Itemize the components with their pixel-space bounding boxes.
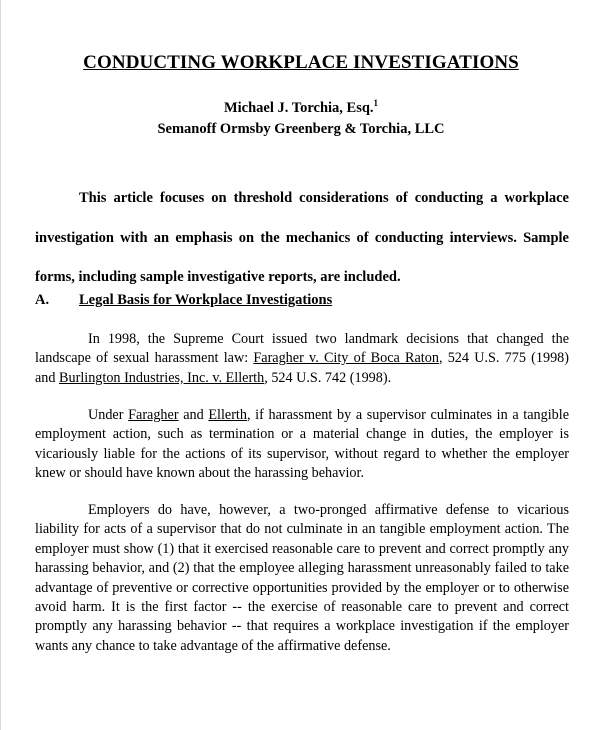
paragraph-text: , 524 U.S. 742 (1998).: [264, 369, 392, 386]
author-footnote-marker: 1: [373, 98, 379, 109]
paragraph-text: and: [178, 407, 209, 423]
abstract: [35, 179, 569, 298]
body-paragraph-3: [35, 501, 569, 656]
paragraph-text: Employers do have, however, a two-pronged affirmative defense to vicarious liability for acts of a supervisor that do not culminate in an tangible employment action. The employer must show (1) that it exercised reasonable care to prevent and correct promptly any harassing behavior, and (2) that the employee alleging harassment unreasonably failed to take advantage of preventive or corrective opportunities provided by the employer or to otherwise avoid harm. It is the first factor -- the exercise of reasonable care to prevent and correct promptly any harassing behavior -- that requires a workplace investigation if the employer wants any chance to take advantage of the affirmative defense.: [35, 502, 569, 654]
case-citation-ellerth: Burlington Industries, Inc. v. Ellerth: [59, 369, 265, 386]
section-number: A.: [35, 292, 50, 308]
author-line: [1, 100, 600, 117]
paragraph-text: , if harassment by a supervisor culminates in a tangible employment action, such as termination or a material change in duties, the employer is vicariously liable for the actions of its supervisor, without regard to whether the employer knew or should have known about the harassing behavior.: [35, 407, 569, 482]
case-reference-faragher: Faragher: [128, 407, 179, 423]
case-reference-ellerth: Ellerth: [208, 407, 247, 423]
paragraph-text: , 524 U.S. 775 (1998) and: [35, 350, 569, 386]
author-name: Michael J. Torchia, Esq.: [223, 100, 374, 116]
document-title: CONDUCTING WORKPLACE INVESTIGATIONS: [83, 52, 519, 73]
author-firm: Semanoff Ormsby Greenberg & Torchia, LLC: [157, 121, 445, 137]
abstract-text: This article focuses on threshold considerations of conducting a workplace investigation with an emphasis on the mechanics of conducting interviews. Sample forms, including sample investigative reports, are included.: [35, 190, 569, 285]
section-heading: [35, 292, 332, 309]
paragraph-text: Under: [88, 407, 129, 423]
section-title: Legal Basis for Workplace Investigations: [79, 292, 333, 308]
paragraph-text: In 1998, the Supreme Court issued two landmark decisions that changed the landscape of sexual harassment law:: [35, 331, 569, 367]
case-citation-faragher: Faragher v. City of Boca Raton: [253, 350, 439, 367]
body-paragraph-2: [35, 406, 569, 484]
body-paragraph-1: [35, 330, 569, 388]
